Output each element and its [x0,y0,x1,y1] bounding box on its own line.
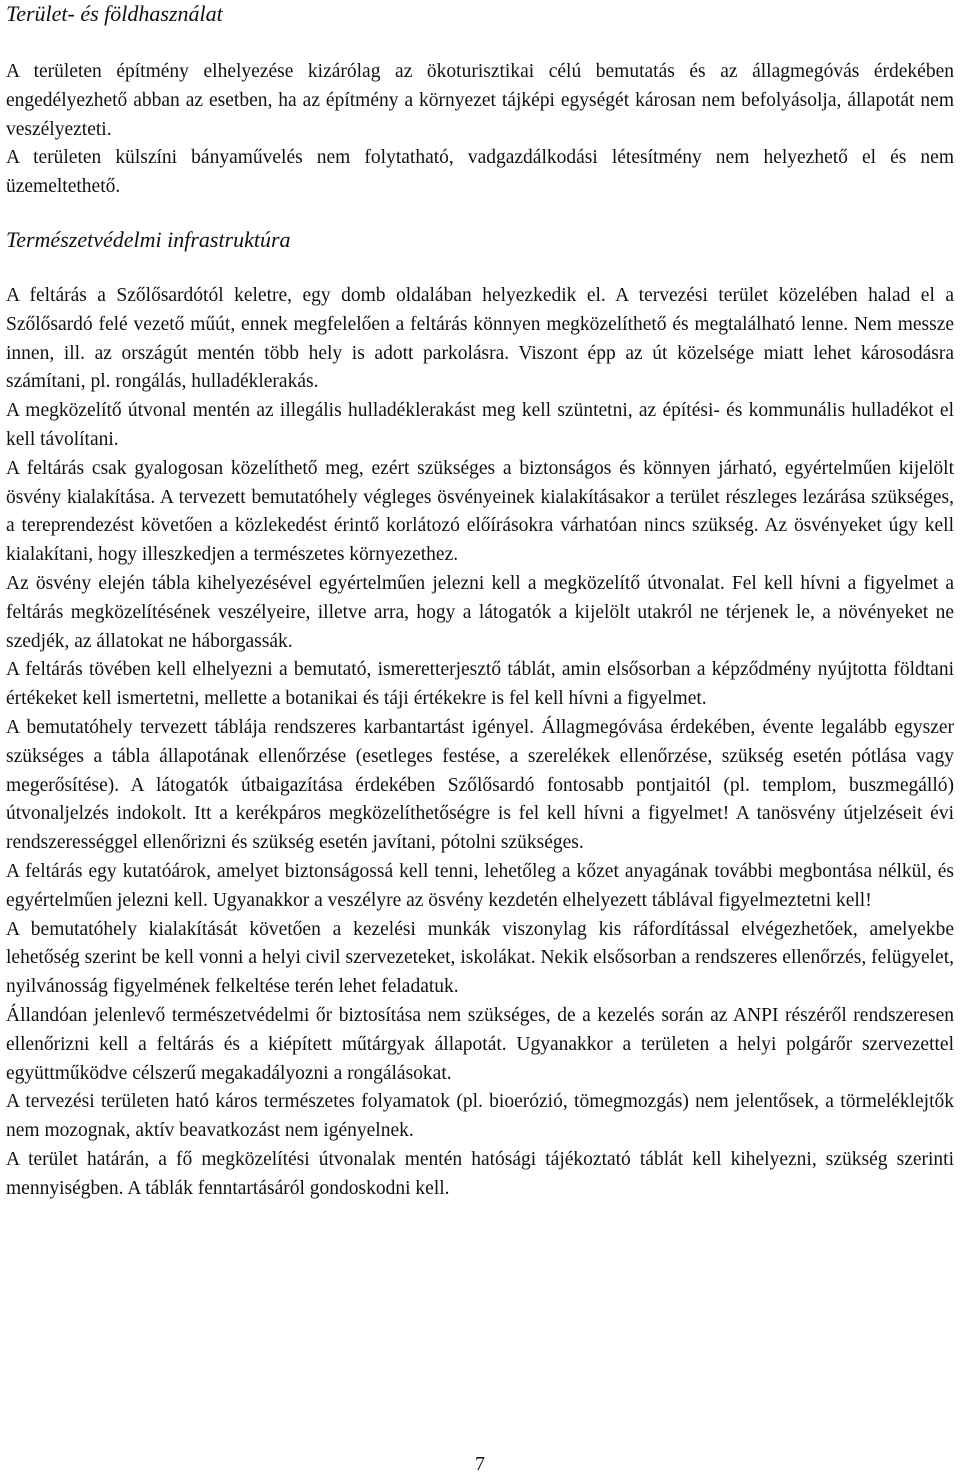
document-page [6,0,954,1203]
paragraph: A terület határán, a fő megközelítési útvonalak mentén hatósági tájékoztató táblát kell kihelyezni, szükség szerinti mennyiségben. A táblák fenntartásáról gondoskodni kell. [6,1148,954,1199]
paragraph: A feltárás a Szőlősardótól keletre, egy domb oldalában helyezkedik el. A tervezési terület közelében halad el a Szőlősardó felé vezető műút, ennek megfelelően a feltárás könnyen megközelíthető és megtalálható lenne. Nem messze innen, ill. az országút mentén több hely is adott parkolásra. Viszont épp az út közelsége miatt lehet károsodásra számítani, pl. rongálás, hulladéklerakás. [6,284,954,393]
paragraph: A bemutatóhely kialakítását követően a kezelési munkák viszonylag kis ráfordítással elvégezhetőek, amelyekbe lehetőség szerint be kell vonni a helyi civil szervezeteket, iskolákat. Nekik elsősorban a rendszeres ellenőrzés, felügyelet, nyilvánosság figyelmének felkeltése terén lehet feladatuk. [6,918,954,998]
section-body-infrastructure [6,282,954,1204]
paragraph: Állandóan jelenlevő természetvédelmi őr biztosítása nem szükséges, de a kezelés során az ANPI részéről rendszeresen ellenőrizni kell a feltárás és a kiépített műtárgyak állapotát. Ugyanakkor a területen a helyi polgárőr szervezettel együttműködve célszerű megakadályozni a rongálásokat. [6,1004,954,1084]
paragraph: A feltárás tövében kell elhelyezni a bemutató, ismeretterjesztő táblát, amin elsősorban a képződmény nyújtotta földtani értékeket kell ismertetni, mellette a botanikai és táji értékekre is fel kell hívni a figyelmet. [6,659,954,710]
page-number: 7 [475,1453,485,1475]
section-heading-infrastructure: Természetvédelmi infrastruktúra [6,226,291,252]
paragraph: A feltárás csak gyalogosan közelíthető meg, ezért szükséges a biztonságos és könnyen járható, egyértelműen kijelölt ösvény kialakítása. A tervezett bemutatóhely végleges ösvényeinek kialakításakor a terület részleges lezárása szükséges, a tereprendezést követően a közlekedést érintő korlátozó előírásokra várhatóan nincs szükség. Az ösvényeket úgy kell kialakítani, hogy illeszkedjen a természetes környezethez. [6,457,954,566]
paragraph: A területen építmény elhelyezése kizárólag az ökoturisztikai célú bemutatás és az állagmegóvás érdekében engedélyezhető abban az esetben, ha az építmény a környezet tájképi egységét károsan nem befolyásolja, állapotát nem veszélyezteti. [6,61,954,140]
paragraph: A tervezési területen ható káros természetes folyamatok (pl. bioerózió, tömegmozgás) nem jelentősek, a törmeléklejtők nem mozognak, aktív beavatkozást nem igényelnek. [6,1091,954,1142]
section-body-land-use [6,58,954,202]
paragraph: A területen külszíni bányaművelés nem folytatható, vadgazdálkodási létesítmény nem helyezhető el és nem üzemeltethető. [6,147,954,198]
paragraph: A feltárás egy kutatóárok, amelyet biztonságossá kell tenni, lehetőleg a kőzet anyagának további megbontása nélkül, és egyértelműen jelezni kell. Ugyanakkor a veszélyre az ösvény kezdetén elhelyezett táblával figyelmeztetni kell! [6,860,954,911]
paragraph: A bemutatóhely tervezett táblája rendszeres karbantartást igényel. Állagmegóvása érdekében, évente legalább egyszer szükséges a tábla állapotának ellenőrzése (esetleges festése, a szerelékek ellenőrzése, szükség esetén pótlása vagy megerősítése). A látogatók útbaigazítása érdekében Szőlősardó fontosabb pontjaitól (pl. templom, buszmegálló) útvonaljelzés indokolt. Itt a kerékpáros megközelíthetőségre is fel kell hívni a figyelmet! A tanösvény útjelzéseit évi rendszerességgel ellenőrizni és szükség esetén javítani, pótolni szükséges. [6,716,954,854]
paragraph: A megközelítő útvonal mentén az illegális hulladéklerakást meg kell szüntetni, az építési- és kommunális hulladékot el kell távolítani. [6,400,954,450]
section-heading-land-use: Terület- és földhasználat [6,1,223,26]
paragraph: Az ösvény elején tábla kihelyezésével egyértelműen jelezni kell a megközelítő útvonalat. Fel kell hívni a figyelmet a feltárás megközelítésének veszélyeire, illetve arra, hogy a látogatók a kijelölt utakról ne térjenek le, a növényeket ne szedjék, az állatokat ne háborgassák. [6,572,954,652]
